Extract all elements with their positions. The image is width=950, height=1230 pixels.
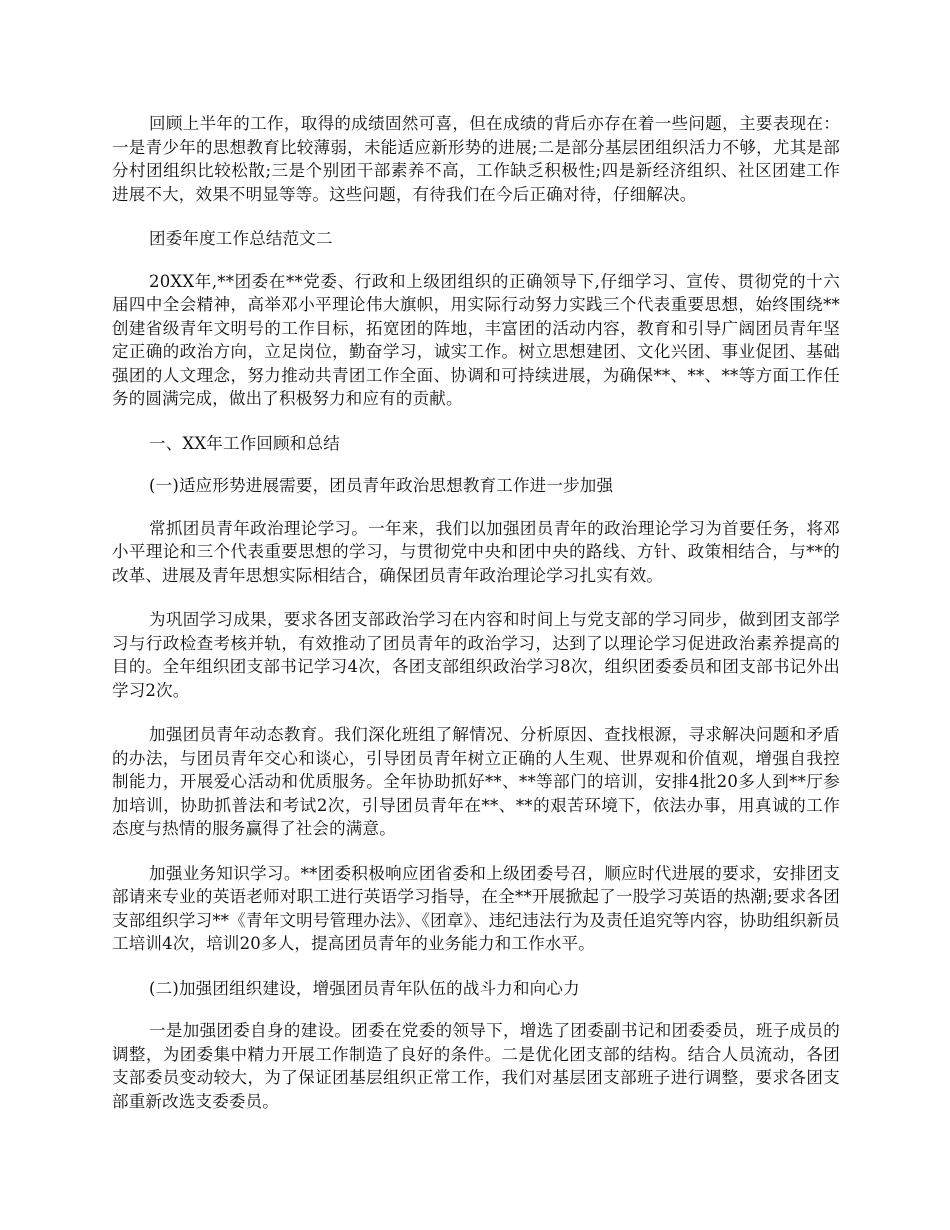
paragraph-problems-review: 回顾上半年的工作，取得的成绩固然可喜，但在成绩的背后亦存在着一些问题，主要表现在：一是青少年的思想教育比较薄弱，未能适应新形势的进展;二是部分基层团组织活力不够，尤其是部分村团组织比较松散;三是个别团干部素养不高，工作缺乏积极性;四是新经济组织、社区团建工作进展不大，效果不明显等等。这些问题，有待我们在今后正确对待，仔细解决。: [112, 114, 840, 204]
paragraph-dynamic-education: 加强团员青年动态教育。我们深化班组了解情况、分析原因、查找根源，寻求解决问题和矛盾的办法，与团员青年交心和谈心，引导团员青年树立正确的人生观、世界观和价值观，增强自我控制能力，开展爱心活动和优质服务。全年协助抓好**、**等部门的培训，安排4批20多人到**厅参加培训，协助抓普法和考试2次，引导团员青年在**、**的艰苦环境下，依法办事，用真诚的工作态度与热情的服务赢得了社会的满意。: [112, 725, 840, 838]
paragraph-intro: 20XX年,**团委在**党委、行政和上级团组织的正确领导下,仔细学习、宣传、贯彻党的十六届四中全会精神，高举邓小平理论伟大旗帜，用实际行动努力实践三个代表重要思想，始终围绕**创建省级青年文明号的工作目标，拓宽团的阵地，丰富团的活动内容，教育和引导广阔团员青年坚定正确的政治方向，立足岗位，勤奋学习，诚实工作。树立思想建团、文化兴团、事业促团、基础强团的人文理念，努力推动共青团工作全面、协调和可持续进展，为确保**、**、**等方面工作任务的圆满完成，做出了积极努力和应有的贡献。: [112, 271, 840, 408]
subheading-political-education: (一)适应形势进展需要，团员青年政治思想教育工作进一步加强: [149, 476, 614, 495]
document-page: [112, 112, 840, 1134]
section-title-sample-two: 团委年度工作总结范文二: [149, 229, 333, 248]
heading-work-review: 一、XX年工作回顾和总结: [149, 433, 340, 453]
subheading-organization-building: (二)加强团组织建设，增强团员青年队伍的战斗力和向心力: [149, 978, 580, 998]
paragraph-business-knowledge: 加强业务知识学习。**团委积极响应团省委和上级团委号召，顺应时代进展的要求，安排团支部请来专业的英语老师对职工进行英语学习指导，在全**开展掀起了一股学习英语的热潮;要求各团支部组织学习**《青年文明号管理办法》、《团章》、违纪违法行为及责任追究等内容，协助组织新员工培训4次，培训20多人，提高团员青年的业务能力和工作水平。: [112, 863, 840, 953]
paragraph-committee-building: 一是加强团委自身的建设。团委在党委的领导下，增选了团委副书记和团委委员，班子成员的调整，为团委集中精力开展工作制造了良好的条件。二是优化团支部的结构。结合人员流动，各团支部委员变动较大，为了保证团基层组织正常工作，我们对基层团支部班子进行调整，要求各团支部重新改选支委委员。: [112, 1021, 840, 1111]
paragraph-theory-study: 常抓团员青年政治理论学习。一年来，我们以加强团员青年的政治理论学习为首要任务，将邓小平理论和三个代表重要思想的学习，与贯彻党中央和团中央的路线、方针、政策相结合，与**的改革、进展及青年思想实际相结合，确保团员青年政治理论学习扎实有效。: [112, 518, 840, 585]
paragraph-study-results: 为巩固学习成果，要求各团支部政治学习在内容和时间上与党支部的学习同步，做到团支部学习与行政检查考核并轨，有效推动了团员青年的政治学习，达到了以理论学习促进政治素养提高的目的。全年组织团支部书记学习4次，各团支部组织政治学习8次，组织团委委员和团支部书记外出学习2次。: [112, 610, 840, 700]
